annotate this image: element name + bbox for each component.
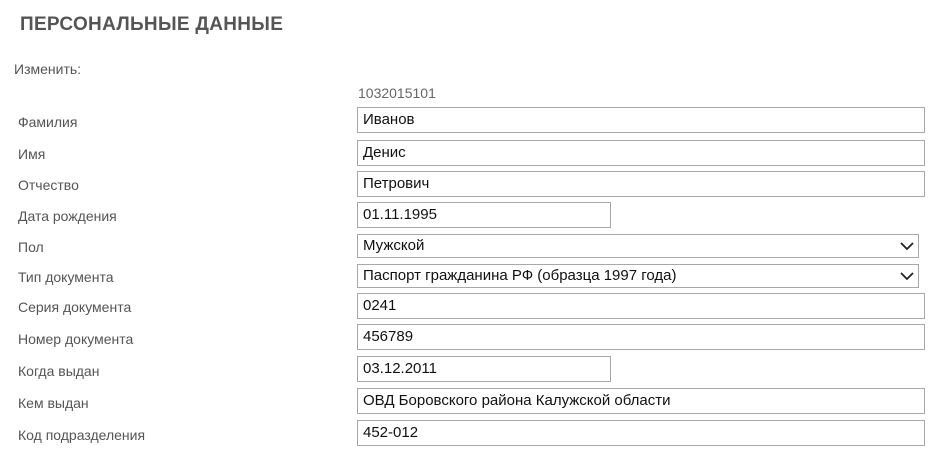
issue-date-label: Когда выдан: [18, 363, 100, 379]
doc-type-select-value: Паспорт гражданина РФ (образца 1997 года): [363, 267, 677, 284]
issued-by-field[interactable]: ОВД Боровского района Калужской области: [357, 388, 925, 414]
doc-number-label: Номер документа: [18, 331, 134, 347]
name-label: Имя: [18, 146, 46, 162]
record-id: 1032015101: [358, 85, 436, 101]
gender-select-value: Мужской: [363, 237, 425, 254]
chevron-down-icon: [899, 238, 915, 254]
surname-field[interactable]: Иванов: [357, 107, 925, 133]
patronymic-field[interactable]: Петрович: [357, 171, 925, 197]
gender-label: Пол: [18, 239, 44, 255]
chevron-down-icon: [899, 268, 915, 284]
patronymic-label: Отчество: [18, 177, 79, 193]
doc-type-label: Тип документа: [18, 269, 114, 285]
name-field[interactable]: Денис: [357, 140, 925, 166]
doc-series-label: Серия документа: [18, 299, 132, 315]
doc-number-field[interactable]: 456789: [357, 324, 925, 350]
issue-date-field[interactable]: 03.12.2011: [357, 356, 611, 382]
edit-label: Изменить:: [14, 61, 82, 77]
surname-label: Фамилия: [18, 114, 78, 130]
division-code-field[interactable]: 452-012: [357, 420, 925, 446]
page-title: ПЕРСОНАЛЬНЫЕ ДАННЫЕ: [20, 14, 284, 35]
gender-select[interactable]: [357, 234, 919, 258]
doc-type-select[interactable]: [357, 264, 919, 288]
birth-date-field[interactable]: 01.11.1995: [357, 202, 611, 228]
birth-date-label: Дата рождения: [18, 208, 117, 224]
doc-series-field[interactable]: 0241: [357, 293, 925, 319]
issued-by-label: Кем выдан: [18, 395, 89, 411]
division-code-label: Код подразделения: [18, 427, 146, 443]
